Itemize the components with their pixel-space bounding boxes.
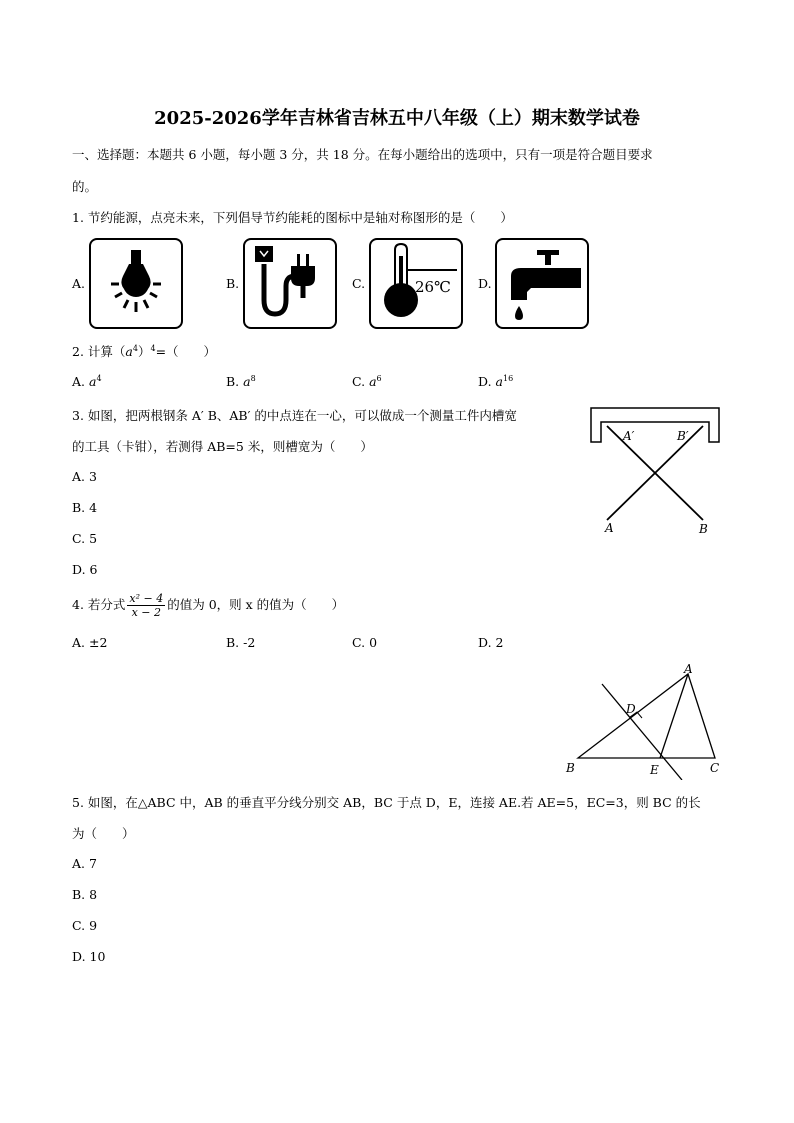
- q2-option-d: D. $a^{16}$: [478, 374, 514, 390]
- q4-option-b: B. -2: [226, 635, 256, 650]
- label-b: B: [566, 761, 575, 775]
- question-3-line2: 的工具（卡钳），若测得 AB=5 米，则槽宽为（ ）: [72, 439, 373, 454]
- q4-option-c: C. 0: [352, 635, 378, 650]
- label-c: C: [710, 761, 720, 775]
- question-5-line2: 为（ ）: [72, 826, 135, 841]
- thermometer-temperature: 26℃: [415, 278, 451, 296]
- question-3-line1: 3. 如图，把两根钢条 A′ B、AB′ 的中点连在一心，可以做成一个测量工件内槽宽: [72, 408, 517, 423]
- q4-option-d: D. 2: [478, 635, 504, 650]
- section-instructions-line2: 的。: [72, 179, 98, 194]
- label-d: D: [626, 702, 636, 716]
- page-title: 2025-2026学年吉林省吉林五中八年级（上）期末数学试卷: [154, 108, 640, 129]
- q5-option-d: D. 10: [72, 949, 106, 964]
- section-instructions-line1: 一、选择题：本题共 6 小题，每小题 3 分，共 18 分。在每小题给出的选项中，只有一项是符合题目要求: [72, 147, 653, 162]
- q1-option-b-label: B.: [226, 276, 240, 291]
- thermometer-icon: [369, 238, 463, 329]
- q1-option-d-label: D.: [478, 276, 492, 291]
- label-a: A: [605, 521, 614, 535]
- label-e: E: [650, 763, 659, 777]
- label-b: B: [699, 522, 708, 536]
- label-b-prime: B′: [677, 429, 689, 443]
- label-a: A: [684, 662, 693, 676]
- question-5-line1: 5. 如图，在△ABC 中，AB 的垂直平分线分别交 AB，BC 于点 D，E，连接 AE.若 AE=5，EC=3，则 BC 的长: [72, 795, 701, 810]
- power-plug-icon: [243, 238, 337, 329]
- caliper-figure: [585, 402, 725, 542]
- q1-option-a-label: A.: [72, 276, 86, 291]
- q1-option-c-label: C.: [352, 276, 366, 291]
- q2-option-a: A. $a^4$: [72, 374, 102, 390]
- triangle-figure: [560, 662, 730, 780]
- q3-option-c: C. 5: [72, 531, 98, 546]
- q2-option-c: C. $a^6$: [352, 374, 382, 390]
- q3-option-d: D. 6: [72, 562, 98, 577]
- q5-option-b: B. 8: [72, 887, 98, 902]
- question-2-stem: 2. 计算$(a^4)^4=$（ ）: [72, 343, 217, 359]
- q3-option-a: A. 3: [72, 469, 97, 484]
- fraction: $\frac{\text{x² − 4}}{x - 2}$: [129, 592, 164, 619]
- q5-option-a: A. 7: [72, 856, 97, 871]
- light-bulb-icon: [89, 238, 183, 329]
- water-tap-icon: [495, 238, 589, 329]
- label-a-prime: A′: [623, 429, 635, 443]
- q4-option-a: A. ±2: [72, 635, 108, 650]
- q2-option-b: B. $a^8$: [226, 374, 256, 390]
- question-4-stem: 4. 若分式 $\frac{\text{x² − 4}}{x - 2}$ 的值为 0，则 x 的值为（ ）: [72, 592, 345, 619]
- q5-option-c: C. 9: [72, 918, 98, 933]
- question-1-stem: 1. 节约能源，点亮未来，下列倡导节约能耗的图标中是轴对称图形的是（ ）: [72, 210, 513, 225]
- q3-option-b: B. 4: [72, 500, 98, 515]
